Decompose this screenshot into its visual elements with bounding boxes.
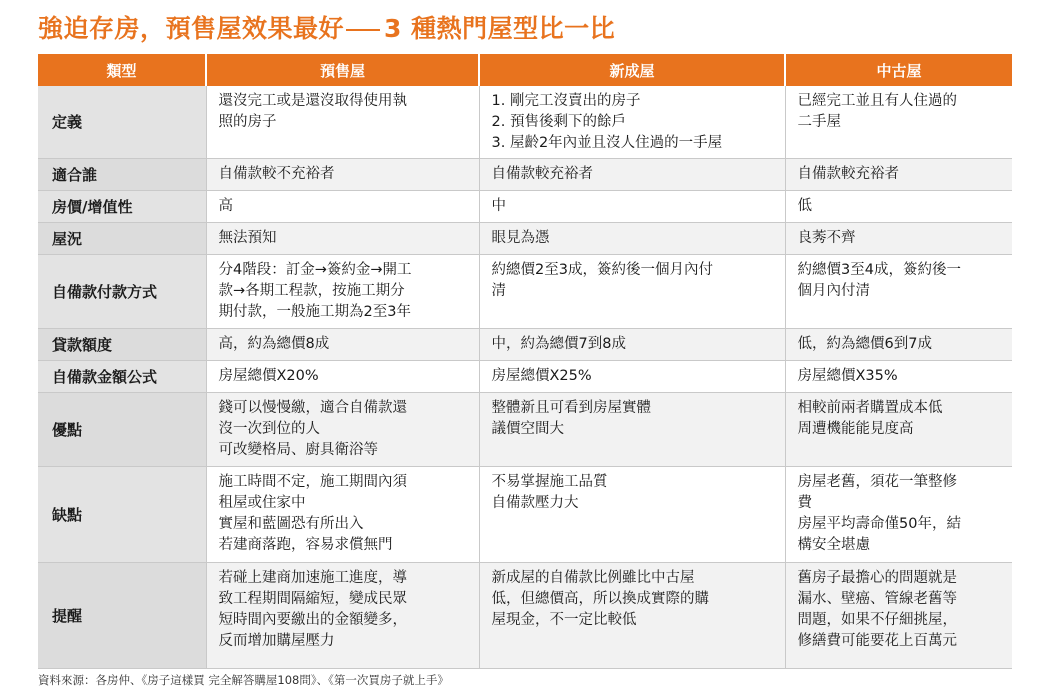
table-cell [206,563,479,669]
cell-line: 房屋總價X35% [797,368,898,384]
row-label: 貸款額度 [38,329,206,361]
table-cell [479,563,785,669]
table-cell [206,393,479,467]
table-cell [479,393,785,467]
cell-line: 已經完工並且有人住過的 [797,93,957,109]
cell-line: 自備款較充裕者 [797,166,899,182]
header-new-house: 新成屋 [479,54,785,86]
table-cell [785,191,1012,223]
table-header-row [38,54,1012,86]
table-cell [206,86,479,159]
cell-line: 高，約為總價8成 [218,336,330,352]
cell-line: 無法預知 [218,230,277,246]
cell-line: 新成屋的自備款比例雖比中古屋 [491,570,695,586]
row-label: 缺點 [38,467,206,563]
header-old-house: 中古屋 [785,54,1012,86]
title-suffix: 3 種熱門屋型比一比 [384,14,616,43]
table-cell [785,255,1012,329]
cell-line: 沒一次到位的人 [218,421,320,437]
table-cell [785,563,1012,669]
cell-line: 費 [797,495,812,511]
table-cell [785,361,1012,393]
cell-line: 反而增加購屋壓力 [218,633,335,649]
cell-line: 錢可以慢慢繳，適合自備款還 [218,400,407,416]
cell-line: 良莠不齊 [797,230,856,246]
row-label: 適合誰 [38,159,206,191]
cell-line: 若建商落跑，容易求償無門 [218,537,393,553]
cell-line: 屋現金，不一定比較低 [491,612,637,628]
cell-line: 2. 預售後剩下的餘戶 [491,114,626,130]
cell-line: 高 [218,198,233,214]
cell-line: 低 [797,198,812,214]
table-row [38,191,1012,223]
cell-line: 約總價3至4成，簽約後一 [797,262,961,278]
header-presale: 預售屋 [206,54,479,86]
cell-line: 整體新且可看到房屋實體 [491,400,651,416]
comparison-table [38,54,1012,669]
cell-line: 中 [491,198,506,214]
cell-line: 照的房子 [218,114,277,130]
cell-line: 眼見為憑 [491,230,550,246]
cell-line: 議價空間大 [491,421,564,437]
row-label: 房價/增值性 [38,191,206,223]
cell-line: 清 [491,283,506,299]
table-cell [479,255,785,329]
table-row [38,223,1012,255]
cell-line: 周遭機能能見度高 [797,421,914,437]
table-body [38,86,1012,669]
cell-line: 個月內付清 [797,283,870,299]
cell-line: 舊房子最擔心的問題就是 [797,570,957,586]
table-cell [479,86,785,159]
table-row [38,393,1012,467]
source-note: 資料來源：各房仲、《房子這樣買 完全解答購屋108問》、《第一次買房子就上手》 [38,673,449,687]
table-cell [479,159,785,191]
cell-line: 可改變格局、廚具衛浴等 [218,442,378,458]
cell-line: 期付款，一般施工期為2至3年 [218,304,411,320]
cell-line: 施工時間不定，施工期間內須 [218,474,407,490]
cell-line: 自備款較不充裕者 [218,166,335,182]
cell-line: 實屋和藍圖恐有所出入 [218,516,364,532]
table-row [38,329,1012,361]
table-cell [206,191,479,223]
cell-line: 分4階段：訂金→簽約金→開工 [218,262,412,278]
title-prefix: 強迫存房，預售屋效果最好 [38,14,345,43]
table-cell [785,223,1012,255]
row-label: 屋況 [38,223,206,255]
table-row [38,159,1012,191]
row-label: 優點 [38,393,206,467]
cell-line: 中，約為總價7到8成 [491,336,626,352]
cell-line: 房屋平均壽命僅50年，結 [797,516,961,532]
cell-line: 問題，如果不仔細挑屋， [797,612,957,628]
cell-line: 若碰上建商加速施工進度，導 [218,570,407,586]
page-title [38,8,615,50]
table-cell [479,223,785,255]
cell-line: 自備款較充裕者 [491,166,593,182]
cell-line: 租屋或住家中 [218,495,306,511]
row-label: 提醒 [38,563,206,669]
cell-line: 二手屋 [797,114,841,130]
cell-line: 低，約為總價6到7成 [797,336,932,352]
cell-line: 相較前兩者購置成本低 [797,400,943,416]
cell-line: 短時間內要繳出的金額變多， [218,612,407,628]
cell-line: 房屋總價X20% [218,368,319,384]
table-row [38,255,1012,329]
row-label: 定義 [38,86,206,159]
table-row [38,361,1012,393]
table-cell [479,329,785,361]
cell-line: 致工程期間隔縮短，變成民眾 [218,591,407,607]
table-cell [785,329,1012,361]
cell-line: 漏水、壁癌、管線老舊等 [797,591,957,607]
table-cell [785,467,1012,563]
table-cell [206,159,479,191]
cell-line: 構安全堪慮 [797,537,870,553]
cell-line: 修繕費可能要花上百萬元 [797,633,957,649]
table-cell [785,159,1012,191]
table-cell [479,467,785,563]
table-row [38,467,1012,563]
table-cell [206,329,479,361]
cell-line: 房屋總價X25% [491,368,592,384]
row-label: 自備款付款方式 [38,255,206,329]
cell-line: 房屋老舊，須花一筆整修 [797,474,957,490]
cell-line: 低，但總價高，所以換成實際的購 [491,591,709,607]
cell-line: 1. 剛完工沒賣出的房子 [491,93,641,109]
cell-line: 款→各期工程款，按施工期分 [218,283,405,299]
row-label: 自備款金額公式 [38,361,206,393]
table-cell [479,191,785,223]
cell-line: 自備款壓力大 [491,495,579,511]
cell-line: 3. 屋齡2年內並且沒人住過的一手屋 [491,135,723,151]
table-cell [785,86,1012,159]
cell-line: 約總價2至3成，簽約後一個月內付 [491,262,713,278]
table-cell [206,467,479,563]
table-cell [206,361,479,393]
table-cell [206,223,479,255]
header-type: 類型 [38,54,206,86]
title-dash [346,29,380,31]
table-cell [785,393,1012,467]
table-row [38,86,1012,159]
cell-line: 還沒完工或是還沒取得使用執 [218,93,407,109]
table-row [38,563,1012,669]
table-cell [206,255,479,329]
cell-line: 不易掌握施工品質 [491,474,608,490]
table-cell [479,361,785,393]
